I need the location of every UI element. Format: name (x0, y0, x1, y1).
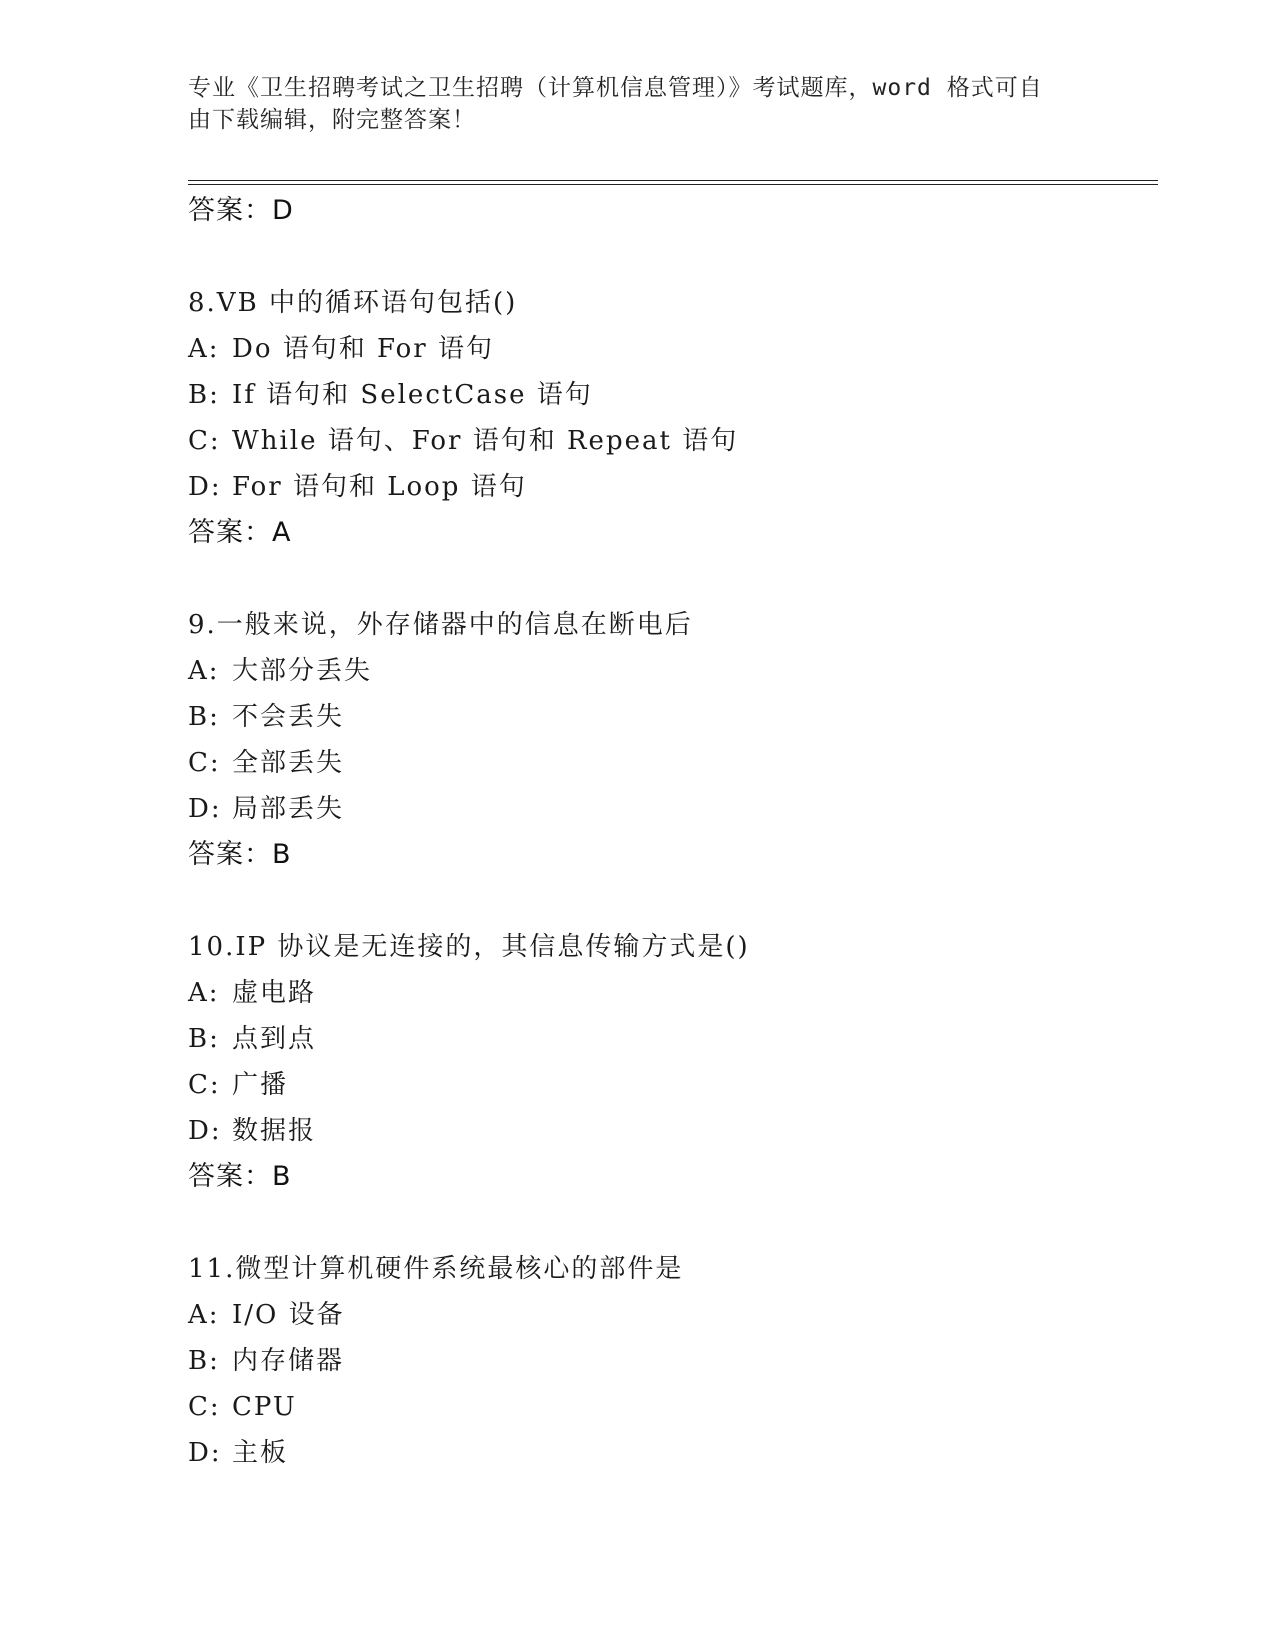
option-text: 大部分丢失 (232, 656, 373, 686)
option-text: 广播 (232, 1070, 289, 1100)
option-label: D: (188, 472, 222, 502)
question-title: 11.微型计算机硬件系统最核心的部件是 (188, 1254, 684, 1284)
option-label: D: (188, 794, 222, 824)
option-text: 全部丢失 (232, 748, 345, 778)
option-text: If 语句和 SelectCase 语句 (232, 380, 593, 410)
option-text: 不会丢失 (232, 702, 345, 732)
option-label: A: (188, 978, 220, 1008)
option-a (188, 970, 1148, 1016)
option-text: Do 语句和 For 语句 (232, 334, 494, 364)
option-d (188, 464, 1148, 510)
option-label: A: (188, 656, 220, 686)
answer-line: 答案：D (188, 195, 294, 226)
option-b (188, 694, 1148, 740)
option-label: B: (188, 380, 220, 410)
header-line-2: 由下载编辑，附完整答案！ (188, 107, 476, 133)
option-a (188, 326, 1148, 372)
option-text: 点到点 (232, 1024, 317, 1054)
question-title: 10.IP 协议是无连接的，其信息传输方式是() (188, 932, 750, 962)
option-label: A: (188, 1300, 220, 1330)
question-title: 9.一般来说，外存储器中的信息在断电后 (188, 610, 693, 640)
option-text: 主板 (232, 1438, 289, 1468)
header-divider-top (188, 180, 1158, 181)
answer-line: 答案：B (188, 839, 292, 870)
option-label: C: (188, 1392, 221, 1422)
question-list (188, 188, 1148, 1476)
document-header (188, 72, 1068, 136)
option-text: For 语句和 Loop 语句 (232, 472, 527, 502)
option-b (188, 1338, 1148, 1384)
option-text: 内存储器 (232, 1346, 345, 1376)
option-label: D: (188, 1116, 222, 1146)
option-text: 局部丢失 (232, 794, 345, 824)
option-label: A: (188, 334, 220, 364)
option-label: B: (188, 1024, 220, 1054)
answer-line: 答案：B (188, 1161, 292, 1192)
header-divider-bottom (188, 184, 1158, 185)
option-label: D: (188, 1438, 222, 1468)
option-label: B: (188, 702, 220, 732)
option-b (188, 372, 1148, 418)
option-c (188, 418, 1148, 464)
option-c (188, 1062, 1148, 1108)
option-a (188, 1292, 1148, 1338)
spacer (188, 878, 1148, 924)
option-b (188, 1016, 1148, 1062)
option-c (188, 1384, 1148, 1430)
question-title: 8.VB 中的循环语句包括() (188, 288, 518, 318)
option-label: C: (188, 1070, 221, 1100)
header-line-1: 专业《卫生招聘考试之卫生招聘（计算机信息管理）》考试题库，word 格式可自 (188, 75, 1043, 101)
answer-line: 答案：A (188, 517, 292, 548)
option-label: B: (188, 1346, 220, 1376)
option-text: While 语句、For 语句和 Repeat 语句 (232, 426, 739, 456)
option-text: 虚电路 (232, 978, 317, 1008)
option-a (188, 648, 1148, 694)
option-label: C: (188, 748, 221, 778)
option-d (188, 1430, 1148, 1476)
spacer (188, 556, 1148, 602)
option-text: 数据报 (232, 1116, 317, 1146)
option-d (188, 1108, 1148, 1154)
option-text: I/O 设备 (232, 1300, 345, 1330)
option-label: C: (188, 426, 221, 456)
spacer (188, 234, 1148, 280)
option-text: CPU (232, 1392, 297, 1422)
spacer (188, 1200, 1148, 1246)
option-d (188, 786, 1148, 832)
option-c (188, 740, 1148, 786)
